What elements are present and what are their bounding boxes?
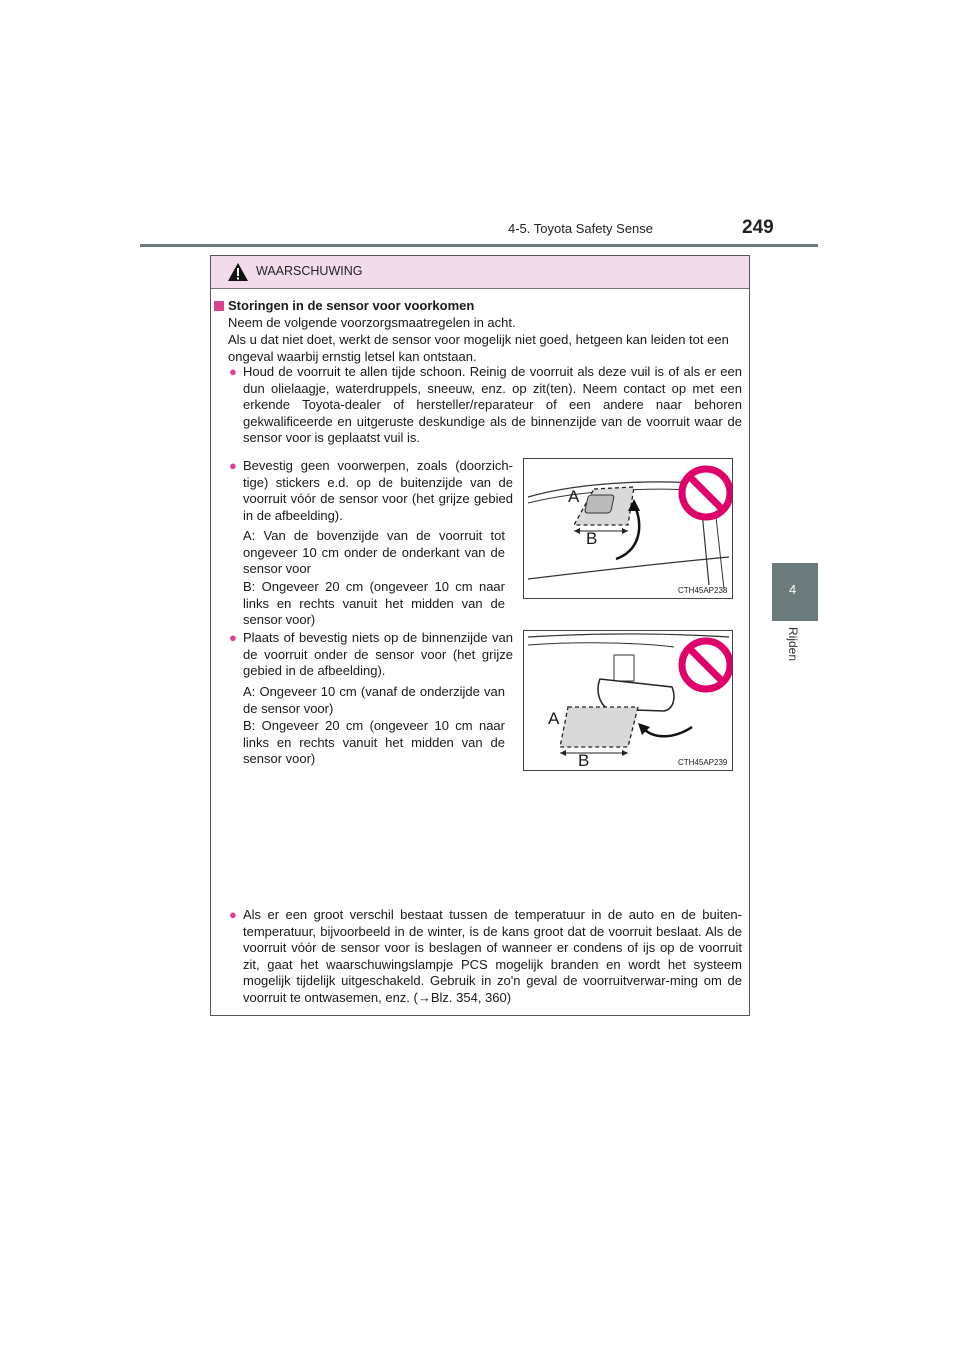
warning-triangle-icon (227, 262, 249, 282)
figure2-label-a: A (548, 709, 560, 728)
bullet3-item-a: A: Ongeveer 10 cm (vanaf de onderzijde van de sensor voor) (243, 684, 505, 716)
bullet2-item-b: B: Ongeveer 20 cm (ongeveer 10 cm naar links en rechts vanuit het midden van de sensor voor) (243, 579, 505, 628)
bullet-keep-windshield-clean: Houd de voorruit te allen tijde schoon. Reinig de voorruit als deze vuil is of als er een dun olielaagje, waterdruppels, sneeuw, enz. op zit(ten). Neem contact op met een erkende Toyota-dealer of hersteller/reparateur of een andere naar behoren gekwalificeerde en uitgeruste deskundige als de binnenzijde van de voorruit waar de sensor voor is geplaatst vuil is. (243, 364, 742, 446)
bullet-no-stickers-outside: Bevestig geen voorwerpen, zoals (doorzich-tige) stickers e.d. op de buitenzijde van de voorruit vóór de sensor voor (het grijze gebied in de afbeelding). (243, 458, 513, 523)
circle-bullet-icon: ● (229, 364, 237, 379)
mirror-sensor-illustration (524, 631, 732, 770)
circle-bullet-icon: ● (229, 630, 237, 645)
windshield-sensor-illustration (524, 459, 732, 598)
figure1-code: CTH45AP238 (678, 586, 728, 595)
bullet-nothing-inside: Plaats of bevestig niets op de binnenzijde van de voorruit onder de sensor voor (het grijze gebied in de afbeelding). (243, 630, 513, 679)
figure-sensor-outside (523, 458, 733, 599)
warning-title: WAARSCHUWING (256, 264, 363, 278)
bullet-temperature-fog: Als er een groot verschil bestaat tussen de temperatuur in de auto en de buiten-temperatuur, bijvoorbeeld in de winter, is de kans groot dat de voorruit beslaat. Als de voorruit vóór de sensor voor is beslagen of wanneer er condens of ijs op de voorruit zit, gaat het waarschuwingslampje PCS mogelijk branden en wordt het systeem mogelijk tijdelijk uitgeschakeld. Gebruik in zo'n geval de voorruitverwar-ming om de voorruit te ontwasemen, enz. (→Blz. 354, 360) (243, 907, 742, 1005)
figure2-code: CTH45AP239 (678, 758, 728, 767)
figure-sensor-inside (523, 630, 733, 771)
square-bullet-icon (214, 301, 224, 311)
figure2-label-b: B (578, 751, 590, 770)
bullet3-item-b: B: Ongeveer 20 cm (ongeveer 10 cm naar links en rechts vanuit het midden van de sensor voor) (243, 718, 505, 767)
intro-line-2: Als u dat niet doet, werkt de sensor voor mogelijk niet goed, hetgeen kan leiden tot een ongeval waarbij ernstig letsel kan ontstaan. (228, 332, 729, 364)
warning-subheading: Storingen in de sensor voor voorkomen (228, 298, 475, 313)
chapter-label: Rijden (786, 627, 800, 662)
bullet2-item-a: A: Van de bovenzijde van de voorruit tot ongeveer 10 cm onder de onderkant van de sensor voor (243, 528, 505, 577)
header-divider (140, 244, 818, 247)
figure1-label-b: B (586, 529, 598, 548)
figure1-label-a: A (568, 487, 580, 506)
intro-line-1: Neem de volgende voorzorgsmaatregelen in acht. (228, 315, 516, 330)
section-title: 4-5. Toyota Safety Sense (508, 221, 654, 236)
circle-bullet-icon: ● (229, 907, 237, 922)
page-number: 249 (742, 217, 774, 238)
circle-bullet-icon: ● (229, 458, 237, 473)
chapter-number: 4 (789, 582, 797, 597)
